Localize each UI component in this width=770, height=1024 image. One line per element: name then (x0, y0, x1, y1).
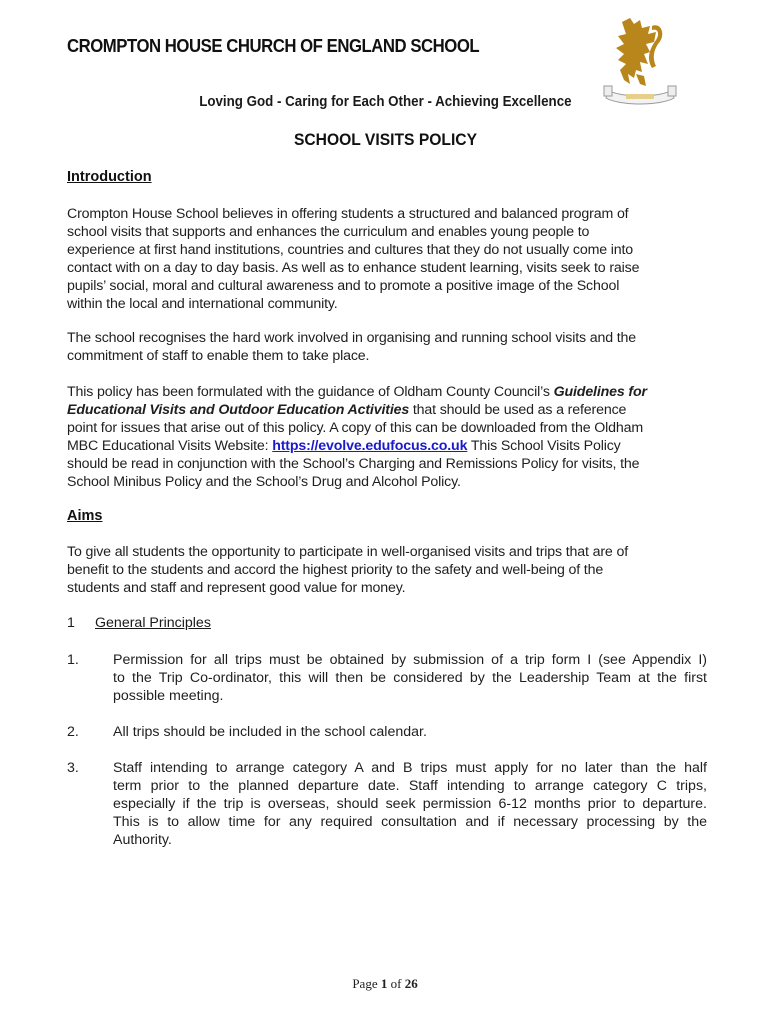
text-line: pupils’ social, moral and cultural awareness and to promote a positive image of the School (67, 278, 620, 294)
section-title: General Principles (95, 615, 211, 631)
text-line: Crompton House School believes in offering students a structured and balanced program of (67, 206, 629, 222)
evolve-website-link[interactable]: https://evolve.edufocus.co.uk (272, 438, 468, 454)
text-line: Educational Visits and Outdoor Education Activities that should be used as a reference (67, 402, 627, 418)
text-line: point for issues that arise out of this policy. A copy of this can be downloaded from the Oldham (67, 420, 644, 436)
text-line: This is to allow time for any required consultation and if necessary processing by the (113, 814, 707, 830)
text-line: School Minibus Policy and the School’s Drug and Alcohol Policy. (67, 474, 461, 490)
text-line: To give all students the opportunity to participate in well-organised visits and trips that are of (67, 544, 628, 560)
text-line: Authority. (113, 832, 172, 848)
introduction-paragraph-1 (67, 205, 707, 313)
introduction-heading: Introduction (67, 169, 152, 185)
item-text (113, 759, 707, 849)
item-number: 3. (67, 760, 79, 776)
item-number: 1. (67, 652, 79, 668)
introduction-paragraph-2 (67, 329, 707, 365)
text-line: MBC Educational Visits Website: https://evolve.edufocus.co.uk This School Visits Policy (67, 438, 621, 454)
text-line: to the Trip Co-ordinator, this will then be considered by the Leadership Team at the first (113, 670, 707, 686)
text-line: possible meeting. (113, 688, 224, 704)
text-line: within the local and international community. (67, 296, 338, 312)
text-line: The school recognises the hard work involved in organising and running school visits and the (67, 330, 637, 346)
page-number: Page 1 of 26 (352, 976, 418, 991)
text-line: contact with on a day to day basis. As well as to enhance student learning, visits seek to raise (67, 260, 640, 276)
introduction-paragraph-3 (67, 383, 707, 491)
section-number: 1 (67, 615, 75, 631)
text-line: benefit to the students and accord the highest priority to the safety and well-being of the (67, 562, 604, 578)
text-line: school visits that supports and enhances the curriculum and enables young people to (67, 224, 590, 240)
item-number: 2. (67, 724, 79, 740)
text-line: This policy has been formulated with the guidance of Oldham County Council’s Guidelines for (67, 384, 647, 400)
text-line: Staff intending to arrange category A and B trips must apply for no later than the half (113, 760, 707, 776)
school-motto: Loving God - Caring for Each Other - Achieving Excellence (198, 94, 572, 110)
text-line: Permission for all trips must be obtained by submission of a trip form I (see Appendix I) (113, 652, 707, 668)
text-line: term prior to the planned departure date. Staff intending to arrange category C trips, (113, 778, 707, 794)
text-line: especially if the trip is overseas, should seek permission 6-12 months prior to departure. (113, 796, 707, 812)
text-line: All trips should be included in the school calendar. (113, 724, 427, 740)
text-line: should be read in conjunction with the School’s Charging and Remissions Policy for visits, the (67, 456, 640, 472)
item-text (113, 651, 707, 705)
item-text (113, 723, 707, 741)
text-line: commitment of staff to enable them to take place. (67, 348, 370, 364)
text-line: students and staff and represent good value for money. (67, 580, 406, 596)
guidelines-title-emphasis: Guidelines for (553, 384, 647, 400)
aims-paragraph (67, 543, 707, 597)
document-title: SCHOOL VISITS POLICY (293, 130, 477, 149)
guidelines-title-emphasis: Educational Visits and Outdoor Education Activities (67, 402, 410, 418)
text-line: experience at first hand institutions, countries and cultures that they do not usually come into (67, 242, 634, 258)
school-name: CROMPTON HOUSE CHURCH OF ENGLAND SCHOOL (67, 36, 480, 56)
aims-heading: Aims (67, 508, 103, 524)
